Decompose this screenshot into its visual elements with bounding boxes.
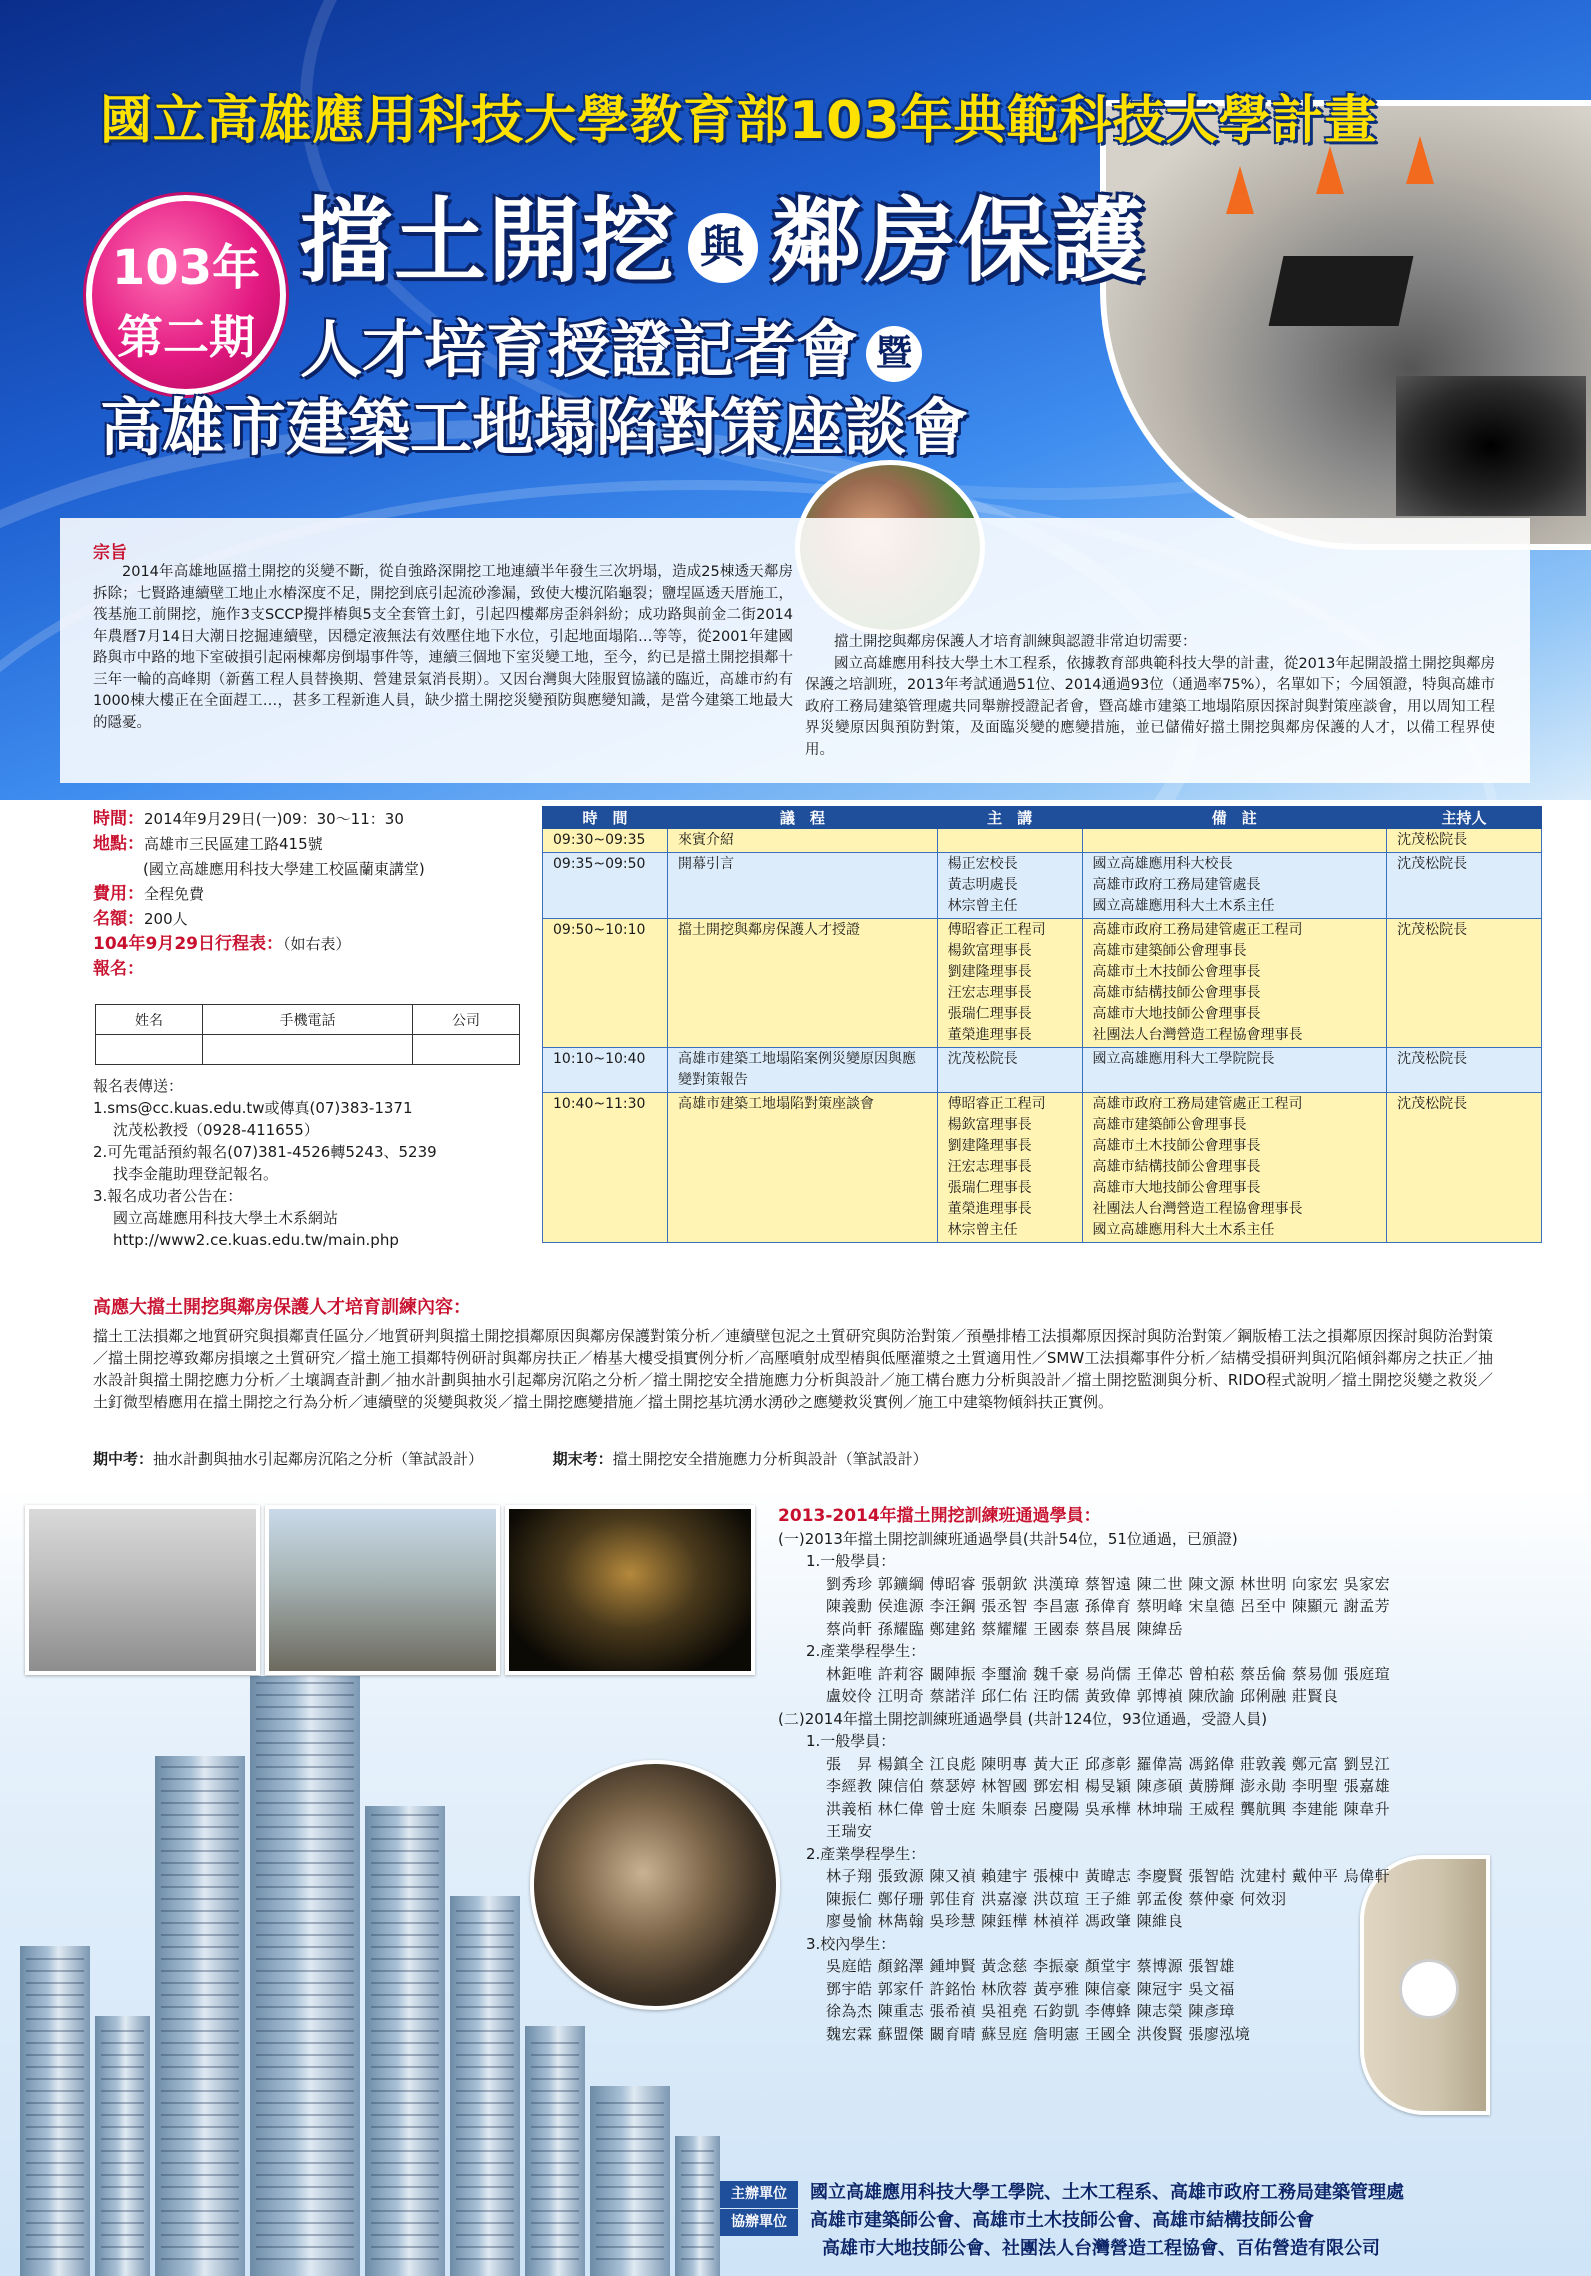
signup-col-name: 姓名 — [96, 1005, 203, 1035]
main-title — [300, 168, 1146, 300]
time-value: 2014年9月29日(一)09：30～11：30 — [144, 810, 404, 828]
co-value-1: 高雄市建築師公會、高雄市土木技師公會、高雄市結構技師公會 — [810, 2210, 1314, 2231]
agenda-cell-time: 10:10~10:40 — [543, 1048, 668, 1093]
names-line: 王瑞安 — [826, 1822, 873, 1840]
building-graphic — [525, 2026, 585, 2276]
building-graphic — [20, 1946, 90, 2276]
agenda-cell-host: 沈茂松院長 — [1387, 919, 1542, 1048]
night-site-photo — [505, 1505, 755, 1675]
graduates-2013-names-2 — [778, 1663, 1508, 1708]
notes-item-3-site: 國立高雄應用科技大學土木系網站 — [113, 1209, 339, 1227]
signup-phone-field[interactable] — [202, 1035, 412, 1065]
graduates-2014-head: (二)2014年擋土開挖訓練班通過學員 (共計124位，93位通過，受證人員) — [778, 1709, 1268, 1728]
basement-photo — [530, 1760, 780, 2010]
signup-company-field[interactable] — [413, 1035, 520, 1065]
place-sub: (國立高雄應用科技大學建工校區蘭東講堂) — [143, 860, 425, 878]
graduates-2014-names-3 — [778, 1955, 1508, 2045]
agenda-cell-speaker: 沈茂松院長 — [937, 1048, 1082, 1093]
purpose-right-para-1: 擋土開挖與鄰房保護人才培育訓練與認證非常迫切需要： — [834, 634, 1197, 650]
fee-label: 費用： — [93, 884, 144, 904]
notes-item-2: 2.可先電話預約報名(07)381-4526轉5243、5239 — [93, 1143, 437, 1161]
names-line: 洪義栢 林仁偉 曾士庭 朱順泰 呂慶陽 吳承樺 林坤瑞 王威程 龔航興 李建能 陳韋升 — [826, 1799, 1391, 1818]
agenda-cell-time: 09:50~10:10 — [543, 919, 668, 1048]
agenda-cell-note — [1082, 829, 1387, 853]
place-value: 高雄市三民區建工路415號 — [144, 835, 323, 853]
final-value: 擋土開挖安全措施應力分析與設計（筆試設計） — [612, 1450, 928, 1468]
graduates-2014-names-1 — [778, 1753, 1508, 1843]
names-line: 劉秀珍 郭鑛綱 傅昭睿 張朝欽 洪漢璋 蔡智遠 陳二世 陳文源 林世明 向家宏 吳家宏 — [826, 1574, 1391, 1593]
agenda-cell-note: 國立高雄應用科大工學院院長 — [1082, 1048, 1387, 1093]
names-line: 張 昇 楊鎮全 江良彪 陳明專 黃大正 邱彥彰 羅偉嵩 馮銘偉 莊敦義 鄭元富 劉昱江 — [826, 1754, 1391, 1773]
graduates-2014-group-3: 3.校內學生： — [806, 1934, 896, 1953]
quota-value: 200人 — [144, 910, 188, 928]
agenda-row — [543, 1093, 1542, 1243]
main-title-part-b: 鄰房保護 — [770, 188, 1147, 295]
purpose-right-para-2: 國立高雄應用科技大學土木工程系，依據教育部典範科技大學的計畫，從2013年起開設擋土開挖與鄰房保護之培訓班，2013年考試通過51位、2014通過93位（通過率75%），名單如下；今屆領證，特與高雄市政府工務局建築管理處共同舉辦授證記者會，暨高雄市建築工地塌陷原因探討與對策座談會，用以周知工程界災變原因與預防對策，及面臨災變的應變措施，並已儲備好擋土開挖與鄰房保護的人才，以備工程界使用。 — [805, 655, 1495, 758]
signup-label: 報名： — [93, 959, 144, 979]
co-tag: 協辦單位 — [720, 2209, 798, 2236]
graduates-2014-group-1: 1.一般學員： — [806, 1732, 896, 1750]
signup-col-company: 公司 — [413, 1005, 520, 1035]
notes-item-3: 3.報名成功者公告在： — [93, 1187, 243, 1205]
co-value-2: 高雄市大地技師公會、社團法人台灣營造工程協會、百佑營造有限公司 — [822, 2238, 1380, 2259]
time-label: 時間： — [93, 809, 144, 829]
host-row — [720, 2180, 1550, 2208]
notes-item-3-url[interactable]: http://www2.ce.kuas.edu.tw/main.php — [113, 1231, 399, 1249]
agenda-cell-topic: 高雄市建築工地塌陷對策座談會 — [667, 1093, 937, 1243]
agenda-cell-topic: 來賓介紹 — [667, 829, 937, 853]
midterm-value: 抽水計劃與抽水引起鄰房沉陷之分析（筆試設計） — [153, 1450, 484, 1468]
graduates-2013-head: (一)2013年擋土開挖訓練班通過學員(共計54位，51位通過，已頒證) — [778, 1529, 1238, 1548]
info-place — [93, 833, 533, 856]
agenda-col-topic: 議 程 — [667, 807, 937, 829]
names-line: 徐為杰 陳重志 張希禎 吳祖堯 石鈞凱 李傳蜂 陳志榮 陳彥璋 — [826, 2002, 1235, 2020]
names-line: 吳庭皓 顏銘澤 鍾坤賢 黃念慈 李振豪 顏堂宇 蔡博源 張智雄 — [826, 1957, 1235, 1975]
street-collapse-photo — [265, 1505, 500, 1675]
subtitle-text: 人才培育授證記者會 — [300, 313, 859, 386]
purpose-left-text: 2014年高雄地區擋土開挖的災變不斷，從自強路深開挖工地連續半年發生三次坍塌，造成25棟透天鄰房拆除；七賢路連續壁工地止水樁深度不足，開挖到底引起流砂滲漏，致使大樓沉陷龜裂；鹽埕區透天厝施工，筏基施工前開挖，施作3支SCCP攪拌樁與5支全套管土釘，引起四樓鄰房歪斜斜紛；成功路與前金二街2014年農曆7月14日大潮日挖掘連續壁，因穩定液無法有效壓住地下水位，引起地面塌陷…等等，從2001年建國路與市中路的地下室破損引起兩棟鄰房倒塌事件等，連續三個地下室災變工地，至今，約已是擋土開挖損鄰十三年一輪的高峰期（新舊工程人員替換期、營建景氣消長期）。又因台灣與大陸服貿協議的臨近，高雄市約有1000棟大樓正在全面趕工…，甚多工程新進人員，缺少擋土開挖災變預防與應變知識，是當今建築工地最大的隱憂。 — [93, 564, 793, 731]
purpose-right-text — [805, 632, 1495, 761]
agenda-cell-time: 09:30~09:35 — [543, 829, 668, 853]
training-body: 擋土工法損鄰之地質研究與損鄰責任區分／地質研判與擋土開挖損鄰原因與鄰房保護對策分析／連續壁包泥之土質研究與防治對策／預壘排樁工法損鄰原因探討與防治對策／鋼版樁工法之損鄰原因探討與防治對策／擋土開挖導致鄰房損壞之土質研究／擋土施工損鄰特例研討與鄰房扶正／樁基大樓受損實例分析／高壓噴射成型樁與低壓灌漿之土質適用性／SMW工法損鄰事件分析／結構受損研判與沉陷傾斜鄰房之扶正／抽水設計與擋土開挖應力分析／土壤調查計劃／抽水計劃與抽水引起鄰房沉陷之分析／擋土開挖安全措施應力分析與設計／施工構台應力分析與設計／擋土開挖監測與分析、RIDO程式說明／擋土開挖災變之救災／土釘微型樁應用在擋土開挖之行為分析／連續壁的災變與救災／擋土開挖應變措施／擋土開挖基坑湧水湧砂之應變救災實例／施工中建築物傾斜扶正實例。 — [93, 1327, 1493, 1411]
names-line: 陳義勳 侯進源 李汪鋼 張丞智 李昌憲 孫偉育 蔡明峰 宋皇德 呂至中 陳顯元 謝孟芳 — [826, 1597, 1391, 1615]
building-graphic — [250, 1676, 360, 2276]
agenda-cell-topic: 高雄市建築工地塌陷案例災變原因與應變對策報告 — [667, 1048, 937, 1093]
graduates-2013-names-1 — [778, 1573, 1508, 1641]
subtitle-press-conference — [300, 300, 922, 389]
agenda-cell-host: 沈茂松院長 — [1387, 1093, 1542, 1243]
midterm-label: 期中考： — [93, 1450, 154, 1468]
agenda-cell-host: 沈茂松院長 — [1387, 829, 1542, 853]
names-line: 蔡尚軒 孫耀臨 鄭建銘 蔡耀耀 王國泰 蔡昌展 陳緯岳 — [826, 1619, 1184, 1638]
subtitle-forum: 高雄市建築工地塌陷對策座談會 — [100, 391, 969, 464]
info-schedule — [93, 933, 533, 956]
agenda-cell-speaker: 傅昭睿正工程司 楊欽富理事長 劉建隆理事長 汪宏志理事長 張瑞仁理事長 董榮進理事長 — [937, 919, 1082, 1048]
agenda-cell-speaker: 楊正宏校長 黃志明處長 林宗曾主任 — [937, 853, 1082, 919]
agenda-col-time: 時 間 — [543, 807, 668, 829]
agenda-cell-topic: 擋土開挖與鄰房保護人才授證 — [667, 919, 937, 1048]
signup-notes — [93, 1075, 533, 1251]
names-line: 廖曼愉 林雋翰 吳珍慧 陳鈺樺 林禎祥 馮政肇 陳維良 — [826, 1912, 1184, 1930]
agenda-cell-time: 09:35~09:50 — [543, 853, 668, 919]
host-value: 國立高雄應用科技大學工學院、土木工程系、高雄市政府工務局建築管理處 — [810, 2182, 1404, 2203]
notes-item-2-contact: 找李金龍助理登記報名。 — [113, 1165, 279, 1183]
final-label: 期末考： — [552, 1450, 613, 1468]
damaged-wall-photo — [25, 1505, 260, 1675]
building-graphic — [95, 2016, 150, 2276]
main-title-join: 與 — [688, 213, 758, 283]
graduates-2013-group-2: 2.產業學程學生： — [806, 1642, 926, 1660]
signup-name-field[interactable] — [96, 1035, 203, 1065]
agenda-table — [542, 806, 1542, 1243]
signup-form — [95, 1004, 520, 1065]
graduates-2014-names-2 — [778, 1865, 1508, 1933]
graduates-2014-group-2: 2.產業學程學生： — [806, 1844, 926, 1863]
agenda-col-note: 備 註 — [1082, 807, 1387, 829]
names-line: 李經教 陳信伯 蔡瑟婷 林智國 鄧宏相 楊旻穎 陳彥碩 黃勝輝 澎永勛 李明聖 張嘉雄 — [826, 1777, 1391, 1795]
agenda-cell-note: 國立高雄應用科大校長 高雄市政府工務局建管處長 國立高雄應用科大土木系主任 — [1082, 853, 1387, 919]
agenda-col-speaker: 主 講 — [937, 807, 1082, 829]
agenda-cell-topic: 開幕引言 — [667, 853, 937, 919]
info-signup — [93, 958, 533, 981]
agenda-cell-speaker — [937, 829, 1082, 853]
graduates-2013-group-1: 1.一般學員： — [806, 1552, 896, 1570]
agenda-cell-time: 10:40~11:30 — [543, 1093, 668, 1243]
graduates-list — [778, 1505, 1508, 2045]
names-line: 盧姣伶 江明奇 蔡諾洋 邱仁佑 汪昀儒 黃致偉 郭博禎 陳欣諭 邱俐融 莊賢良 — [826, 1687, 1339, 1705]
building-graphic — [450, 1896, 520, 2276]
agenda-cell-speaker: 傅昭睿正工程司 楊欽富理事長 劉建隆理事長 汪宏志理事長 張瑞仁理事長 董榮進理事長 林宗曾主任 — [937, 1093, 1082, 1243]
quota-label: 名額： — [93, 909, 144, 929]
agenda-row — [543, 853, 1542, 919]
issue-number: 第二期 — [117, 310, 255, 364]
notes-item-1-contact: 沈茂松教授（0928-411655） — [113, 1121, 319, 1139]
host-tag: 主辦單位 — [720, 2181, 798, 2208]
notes-head: 報名表傳送： — [93, 1077, 184, 1095]
co-row — [720, 2208, 1550, 2236]
building-graphic — [675, 2136, 720, 2276]
fee-value: 全程免費 — [144, 885, 205, 903]
signup-header-row — [96, 1005, 520, 1035]
info-time — [93, 808, 533, 831]
names-line: 鄧宇皓 郭家仟 許銘怡 林欣蓉 黃亭雅 陳信豪 陳冠宇 吳文福 — [826, 1979, 1235, 1998]
agenda-col-host: 主持人 — [1387, 807, 1542, 829]
event-info — [93, 808, 533, 983]
notes-item-1[interactable]: 1.sms@cc.kuas.edu.tw或傳真(07)383-1371 — [93, 1099, 413, 1117]
agenda-cell-note: 高雄市政府工務局建管處正工程司 高雄市建築師公會理事長 高雄市土木技師公會理事長 高雄市結構技師公會理事長 高雄市大地技師公會理事長 社團法人台灣營造工程協會理事長 — [1082, 919, 1387, 1048]
agenda-row — [543, 829, 1542, 853]
issue-badge — [86, 195, 286, 395]
info-fee — [93, 883, 533, 906]
building-graphic — [590, 2086, 670, 2276]
agenda-header-row — [543, 807, 1542, 829]
place-label: 地點： — [93, 834, 144, 854]
sponsors — [720, 2180, 1550, 2261]
graduates-title: 2013-2014年擋土開挖訓練班通過學員： — [778, 1506, 1101, 1526]
schedule-note: （如右表） — [282, 935, 351, 953]
building-graphic — [155, 1756, 245, 2276]
names-line: 陳振仁 鄭仔珊 郭佳育 洪嘉濠 洪苡瑄 王子維 郭孟俊 蔡仲豪 何效羽 — [826, 1889, 1287, 1908]
agenda-cell-host: 沈茂松院長 — [1387, 1048, 1542, 1093]
exam-info — [93, 1448, 1493, 1469]
building-graphic — [365, 1806, 445, 2276]
agenda-row — [543, 919, 1542, 1048]
names-line: 魏宏霖 蘇盟傑 闞育晴 蘇昱庭 詹明憲 王國全 洪俊賢 張廖泓境 — [826, 2024, 1251, 2043]
schedule-label: 104年9月29日行程表： — [93, 934, 283, 954]
purpose-title: 宗旨 — [93, 543, 127, 563]
issue-year: 103年 — [111, 240, 261, 296]
subtitle-mark: 暨 — [866, 326, 922, 382]
signup-col-phone: 手機電話 — [202, 1005, 412, 1035]
agenda-cell-note: 高雄市政府工務局建管處正工程司 高雄市建築師公會理事長 高雄市土木技師公會理事長 高雄市結構技師公會理事長 高雄市大地技師公會理事長 社團法人台灣營造工程協會理事長 國立高雄應用科大土木系主任 — [1082, 1093, 1387, 1243]
info-quota — [93, 908, 533, 931]
main-title-part-a: 擋土開挖 — [300, 188, 677, 295]
agenda-row — [543, 1048, 1542, 1093]
program-title: 國立高雄應用科技大學教育部103年典範科技大學計畫 — [100, 91, 1378, 151]
signup-entry-row — [96, 1035, 520, 1065]
names-line: 林子翔 張致源 陳又禎 賴建宇 張棟中 黃暐志 李慶賢 張智皓 沈建村 戴仲平 烏偉軒 — [826, 1867, 1391, 1885]
names-line: 林鉅唯 許莉容 闞陣振 李璽渝 魏千豪 易尚儒 王偉芯 曾柏菘 蔡岳倫 蔡易伽 張庭瑄 — [826, 1664, 1391, 1683]
agenda-cell-host: 沈茂松院長 — [1387, 853, 1542, 919]
training-title: 高應大擋土開挖與鄰房保護人才培育訓練內容： — [93, 1297, 471, 1318]
